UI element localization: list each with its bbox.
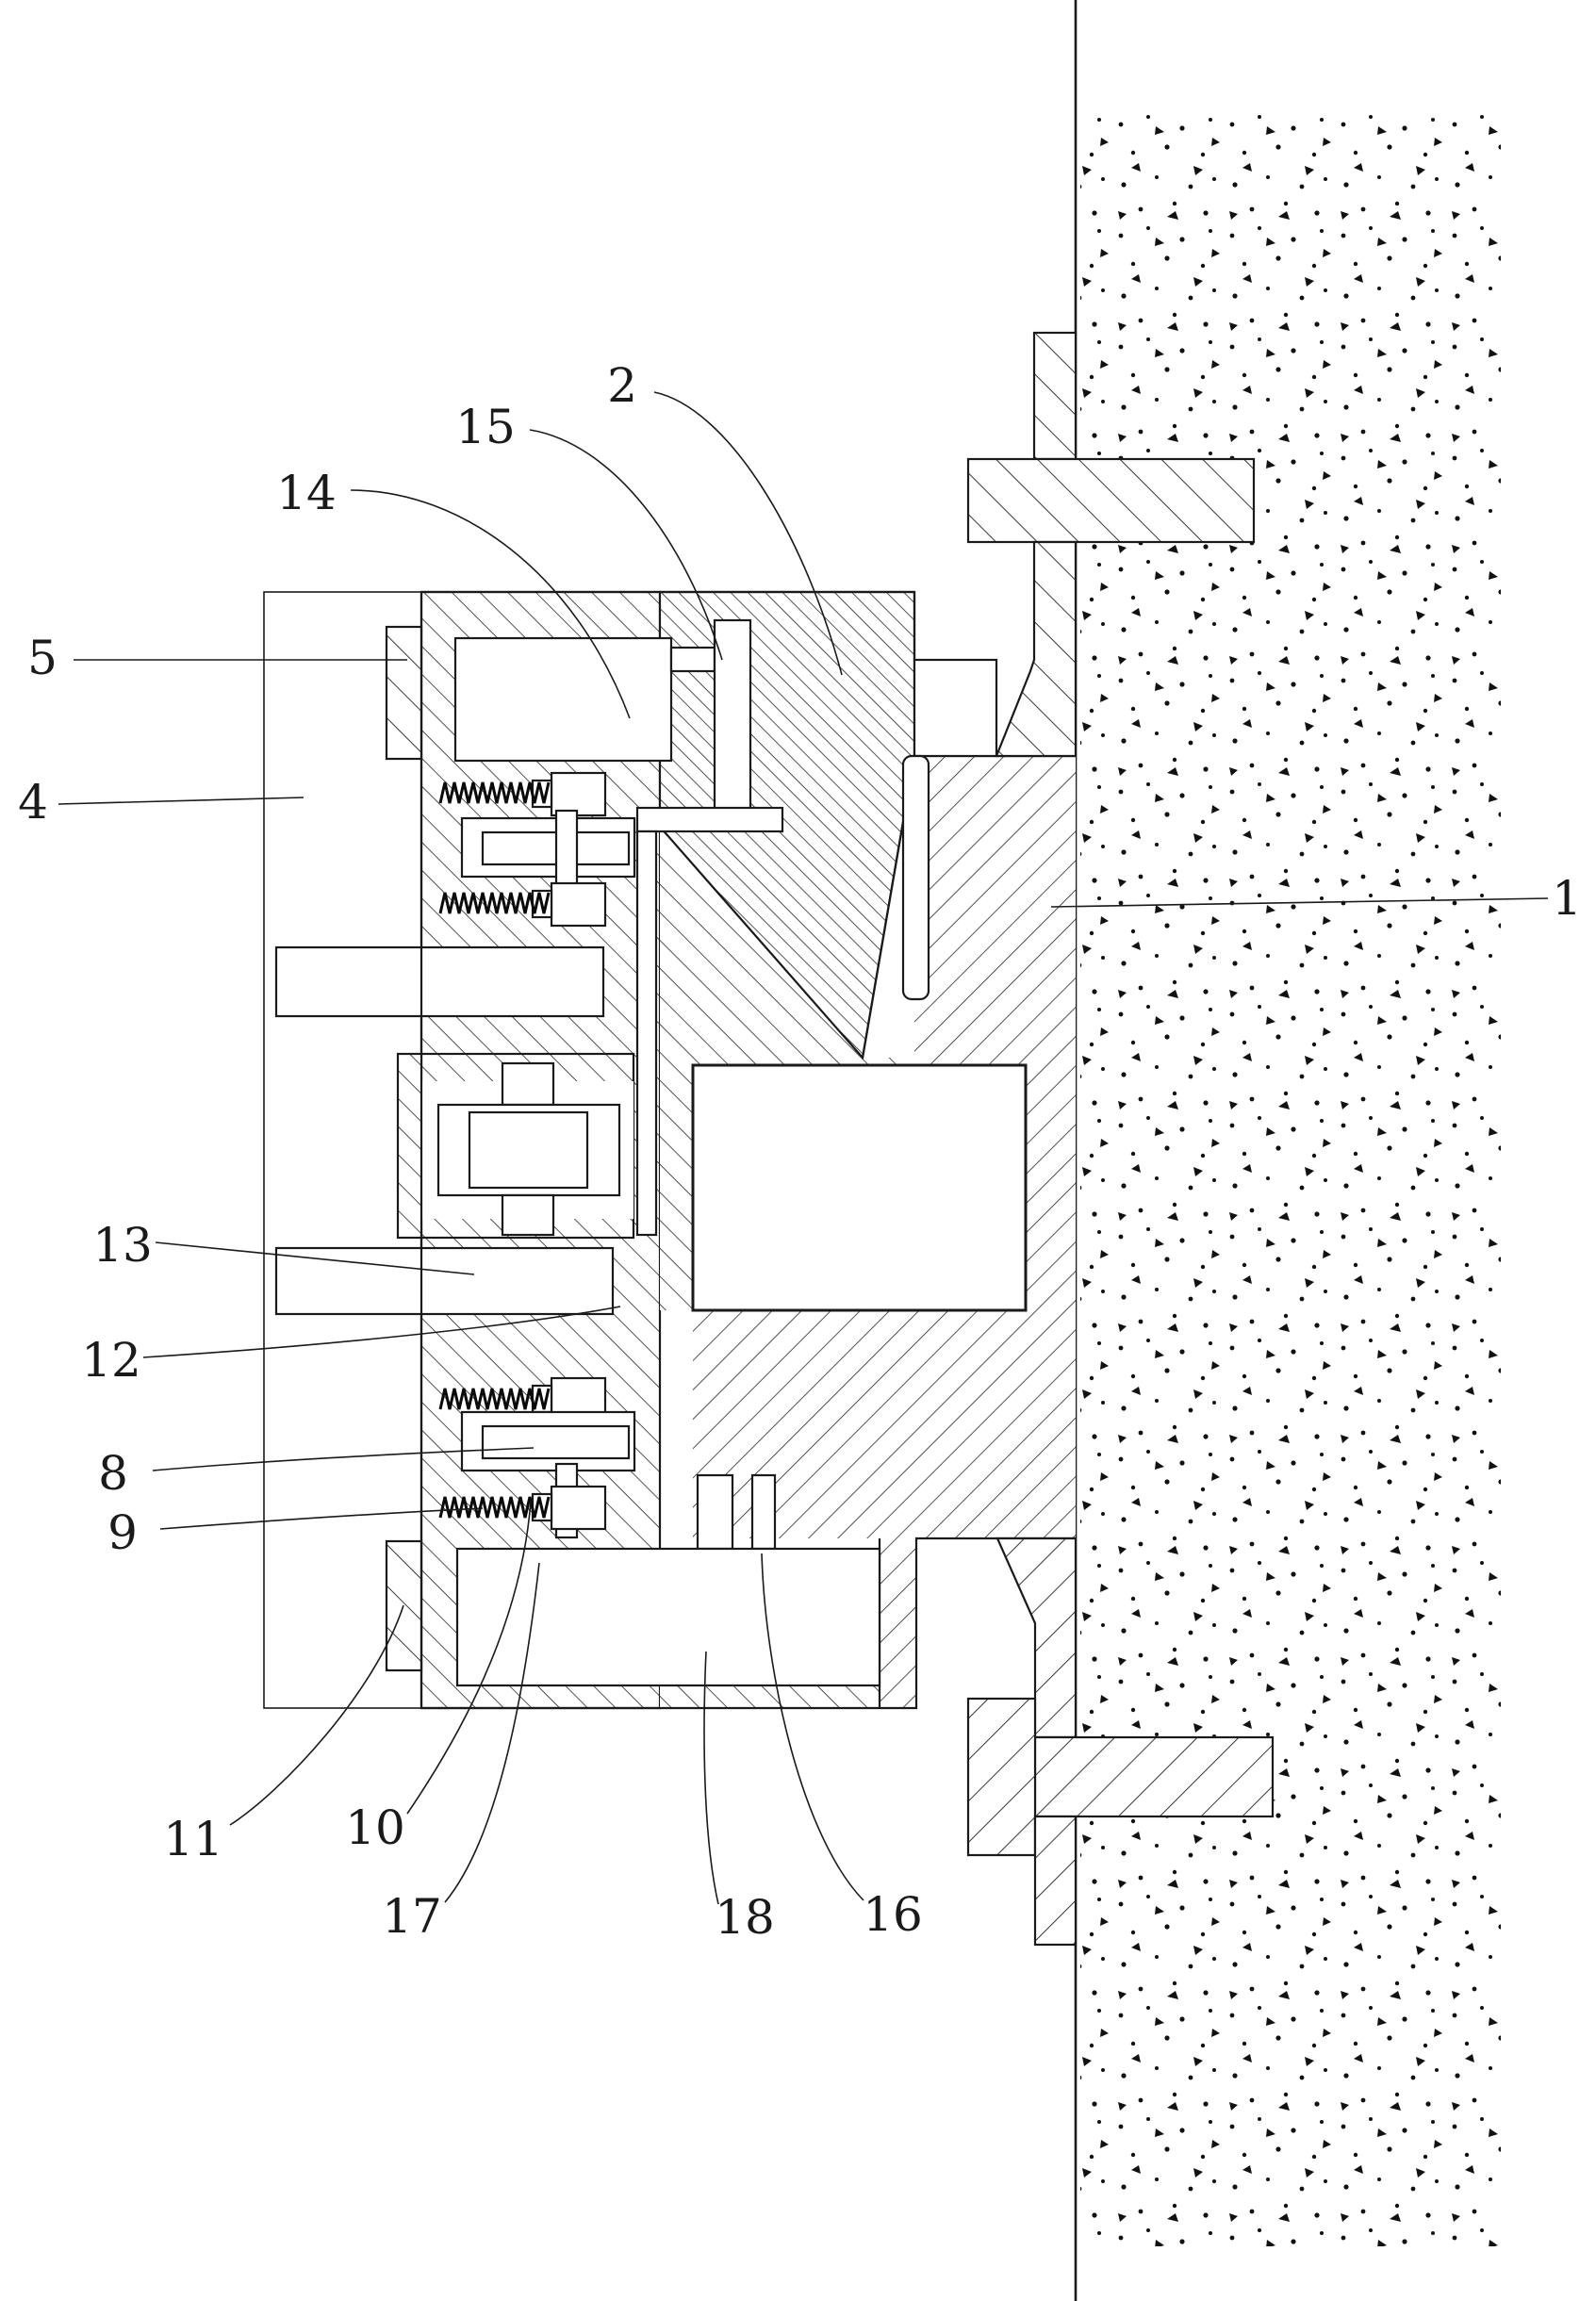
bottom-anchor-plate-lower: [1035, 1816, 1076, 1945]
top-buffer-pad: [914, 660, 996, 756]
figure-label-11: 11: [163, 1812, 223, 1866]
figure-label-2: 2: [607, 358, 637, 413]
slide-plate: [637, 831, 656, 1235]
figure-label-4: 4: [18, 775, 48, 830]
clevis-lower-inner: [483, 1426, 629, 1458]
roller-frame-left-rib: [398, 1054, 421, 1238]
figure-label-18: 18: [715, 1890, 775, 1945]
screw-head-1: [551, 773, 605, 815]
top-anchor-bar: [968, 459, 1254, 542]
roller-bottom-pin: [502, 1195, 553, 1235]
figure-label-15: 15: [455, 400, 516, 454]
figure-label-16: 16: [863, 1887, 923, 1942]
guide-slot: [903, 756, 929, 999]
pusher-bar-vertical: [715, 620, 750, 809]
motor-shaft-link: [671, 648, 715, 671]
figure-label-9: 9: [107, 1505, 138, 1560]
roller-inner: [469, 1112, 587, 1188]
figure-label-1: 1: [1552, 871, 1582, 926]
motor-box: [455, 638, 671, 761]
figure-label-12: 12: [81, 1333, 141, 1388]
concrete-stipple-texture: [1080, 108, 1501, 2246]
concrete-wall: [1076, 0, 1501, 2301]
figure-label-10: 10: [345, 1800, 405, 1855]
upper-guide-bar: [276, 947, 603, 1016]
bottom-pin-left: [698, 1475, 732, 1549]
bottom-anchor-bar: [1035, 1737, 1273, 1816]
figure-label-13: 13: [92, 1218, 153, 1273]
lower-guide-bar: [276, 1248, 613, 1314]
central-window: [693, 1065, 1026, 1310]
roller-top-pin: [502, 1063, 553, 1105]
pusher-arm: [637, 808, 782, 831]
bottom-pin-right: [752, 1475, 775, 1549]
figure-label-8: 8: [98, 1446, 128, 1501]
bottom-anchor-flange: [968, 1699, 1035, 1855]
figure-label-14: 14: [276, 466, 337, 520]
figure-label-5: 5: [27, 631, 58, 685]
housing-strip-left-of-window: [660, 1065, 693, 1310]
figure-label-17: 17: [382, 1889, 442, 1944]
top-anchor-plate-lower: [996, 542, 1076, 756]
screw-head-4: [551, 1487, 605, 1529]
housing-bottom-strip: [660, 1685, 880, 1708]
screw-head-2: [551, 883, 605, 926]
clevis-upper-pin: [556, 811, 577, 886]
left-tab-upper: [387, 627, 421, 759]
top-anchor-plate-upper: [1034, 333, 1076, 459]
